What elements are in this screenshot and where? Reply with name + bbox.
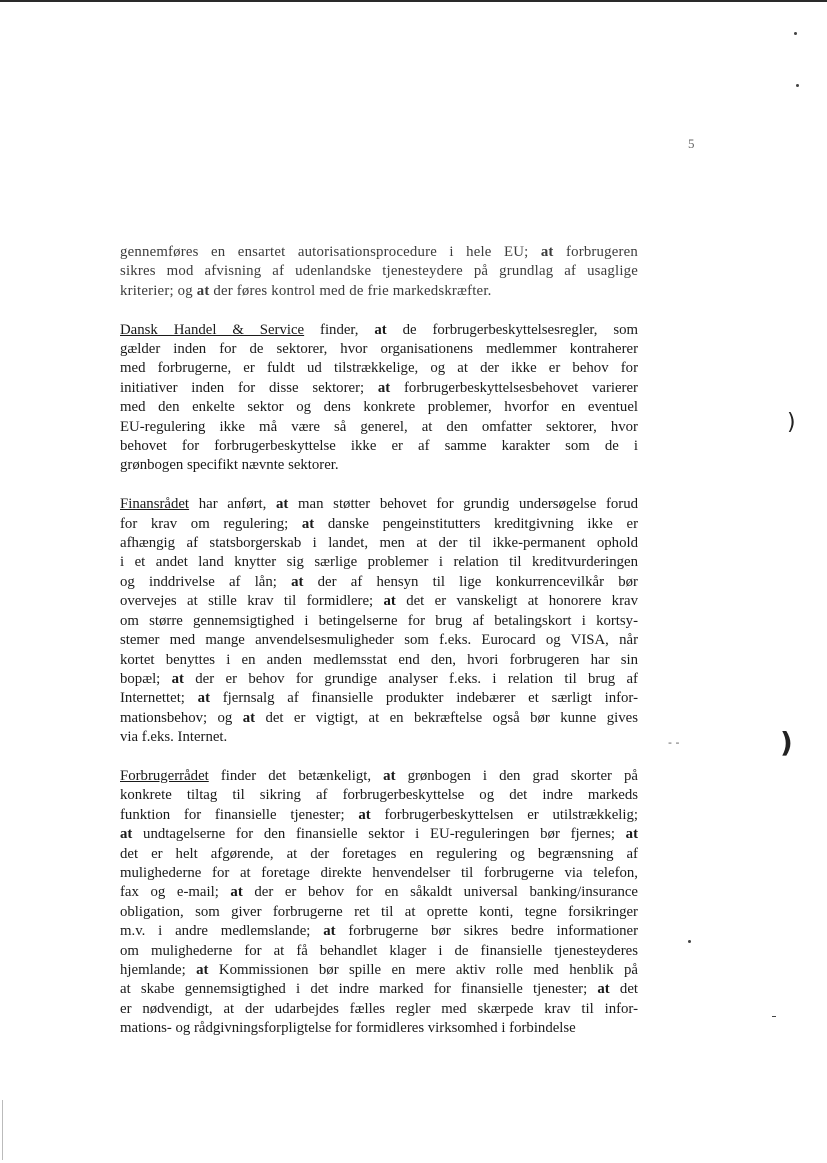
margin-dash-mark: - - [668, 736, 680, 749]
paragraph-forbrugerraadet [120, 767, 638, 1039]
text-line [120, 767, 638, 786]
text-line [120, 243, 638, 262]
text-run: der er behov for grundige analyser f.eks. i relation til brug af [183, 670, 638, 687]
text-run: gælder inden for de sektorer, hvor organisationens medlemmer kontraherer [120, 341, 638, 358]
text-run: konkrete tiltag til sikring af forbrugerbeskyttelse og det indre markeds [120, 787, 638, 804]
text-line [120, 1019, 638, 1038]
emphasis-at: at [597, 981, 610, 998]
emphasis-at: at [377, 379, 391, 396]
text-run: forbrugerbeskyttelsen er utilstrækkelig; [370, 806, 638, 823]
text-run: man støtter behovet for grundig undersøgelse forud [288, 496, 638, 513]
text-run: sikres mod afvisning af udenlandske tjenesteydere på grundlag af usaglige [120, 263, 638, 280]
text-line [120, 418, 638, 437]
text-run: funktion for finansielle tjenester; [120, 806, 359, 823]
text-line [120, 282, 638, 301]
text-run: kortet benyttes i en anden medlemsstat end den, hvori forbrugeren har sin [120, 651, 638, 668]
text-line [120, 515, 638, 534]
text-run: forbrugeren [553, 244, 639, 260]
text-run: med forbrugerne, er fuldt ud tilstrækkelige, og at der ikke er behov for [120, 360, 638, 377]
scan-edge-shadow [2, 1100, 3, 1160]
text-run: mationsbehov; og [120, 709, 243, 726]
organization-name: Finansrådet [120, 496, 190, 513]
emphasis-at: at [242, 709, 256, 726]
text-line [120, 573, 638, 592]
text-run: de forbrugerbeskyttelsesregler, som [386, 321, 638, 338]
scan-speck [772, 1016, 776, 1017]
text-line [120, 709, 638, 728]
emphasis-at: at [301, 515, 315, 532]
text-run: bopæl; [120, 670, 172, 687]
text-run: finder, [304, 321, 375, 338]
text-line [120, 612, 638, 631]
emphasis-at: at [230, 884, 243, 901]
emphasis-at: at [196, 282, 210, 299]
text-run: grønbogen specifikt nævnte sektorer. [120, 457, 339, 474]
text-run: hjemlande; [120, 961, 197, 978]
text-run: obligation, som giver forbrugerne ret til at oprette konti, tegne forsikringer [120, 903, 638, 920]
text-line [120, 825, 638, 844]
text-run: gennemføres en ensartet autorisationsprocedure i hele EU; [120, 244, 541, 260]
emphasis-at: at [120, 826, 133, 843]
text-line [120, 553, 638, 572]
scan-speck [688, 940, 691, 943]
text-line [120, 456, 638, 475]
text-run: initiativer inden for disse sektorer; [120, 379, 378, 396]
text-line [120, 321, 638, 340]
emphasis-at: at [383, 767, 396, 784]
scan-speck [796, 84, 799, 87]
text-run: og inddrivelse af lån; [120, 573, 292, 590]
text-run: for krav om regulering; [120, 515, 302, 532]
text-line [120, 631, 638, 650]
text-line [120, 340, 638, 359]
text-run: Internettet; [120, 690, 198, 707]
text-run: fjernsalg af finansielle produkter indebærer et særligt infor- [210, 690, 638, 707]
text-run: Kommissionen bør spille en mere aktiv rolle med henblik på [208, 961, 638, 978]
text-run: i et andet land knytter sig særlige problemer i relation til kreditvurderingen [120, 554, 638, 571]
text-run: undtagelserne for den finansielle sektor i EU-reguleringen bør fjernes; [132, 826, 626, 843]
emphasis-at: at [374, 321, 387, 338]
text-run: om mulighederne for at få behandlet klager i de finansielle tjenesteyderes [120, 942, 638, 959]
text-line [120, 728, 638, 747]
text-run: m.v. i andre medlemslande; [120, 923, 324, 940]
text-run: der føres kontrol med de frie markedskræfter. [209, 282, 492, 299]
text-line [120, 359, 638, 378]
emphasis-at: at [276, 496, 289, 513]
emphasis-at: at [196, 961, 209, 978]
text-run: kriterier; og [120, 282, 197, 299]
text-line [120, 1000, 638, 1019]
text-line [120, 689, 638, 708]
emphasis-at: at [383, 593, 396, 610]
text-run: er nødvendigt, at der udarbejdes fælles regler med skærpede krav til infor- [120, 1000, 638, 1017]
text-run: der af hensyn til lige konkurrencevilkår bør [303, 573, 638, 590]
paragraph-finansraadet [120, 495, 638, 747]
organization-name: Dansk Handel & Service [120, 321, 305, 338]
text-run: EU-regulering ikke må være så generel, at den omfatter sektorer, hvor [120, 418, 638, 435]
paragraph-intro [120, 243, 638, 301]
text-line [120, 845, 638, 864]
text-line [120, 534, 638, 553]
text-run: afhængig af statsborgerskab i landet, men at der til ikke-permanent ophold [120, 535, 638, 552]
emphasis-at: at [197, 690, 210, 707]
text-line [120, 806, 638, 825]
emphasis-at: at [291, 573, 304, 590]
emphasis-at: at [323, 923, 336, 940]
text-line [120, 262, 638, 281]
text-run: stemer med mange anvendelsesmuligheder som f.eks. Eurocard og VISA, når [120, 632, 638, 649]
text-line [120, 864, 638, 883]
text-run: der er behov for en såkaldt universal banking/insurance [242, 884, 638, 901]
text-line [120, 922, 638, 941]
text-run: mations- og rådgivningsforpligtelse for formidleres virksomhed i forbindelse [120, 1020, 576, 1037]
organization-name: Forbrugerrådet [120, 767, 209, 784]
text-line [120, 437, 638, 456]
text-run: behovet for forbrugerbeskyttelse ikke er af samme karakter som de i [120, 438, 638, 455]
text-run: det er vigtigt, at en bekræftelse også bør kunne gives [255, 709, 638, 726]
text-run: fax og e-mail; [120, 884, 231, 901]
text-line [120, 379, 638, 398]
text-line [120, 398, 638, 417]
scan-speck [794, 32, 797, 35]
page-number: 5 [688, 136, 695, 151]
text-line [120, 495, 638, 514]
paragraph-dansk-handel [120, 321, 638, 476]
text-run: det er vanskeligt at honorere krav [395, 593, 638, 610]
document-body [120, 243, 638, 1058]
text-run: det er helt afgørende, at der foretages en regulering og begrænsning af [120, 845, 638, 862]
text-line [120, 942, 638, 961]
text-line [120, 980, 638, 999]
text-run: danske pengeinstitutters kreditgivning ikke er [314, 515, 638, 532]
text-line [120, 883, 638, 902]
text-line [120, 786, 638, 805]
text-line [120, 903, 638, 922]
text-run: det [609, 981, 638, 998]
text-run: med den enkelte sektor og dens konkrete problemer, hvorfor en eventuel [120, 399, 638, 416]
text-run: om større gennemsigtighed i betingelserne for brug af betalingskort i kortsy- [120, 612, 638, 629]
text-run: overvejes at stille krav til formidlere; [120, 593, 384, 610]
emphasis-at: at [171, 670, 184, 687]
emphasis-at: at [358, 806, 371, 823]
text-run: via f.eks. Internet. [120, 729, 228, 746]
text-run: at skabe gennemsigtighed i det indre marked for finansielle tjenester; [120, 981, 598, 998]
margin-parenthesis-mark: ) [780, 726, 793, 759]
text-line [120, 670, 638, 689]
emphasis-at: at [625, 826, 638, 843]
page-top-border [0, 0, 827, 2]
emphasis-at: at [540, 244, 554, 260]
text-run: grønbogen i den grad skorter på [395, 767, 638, 784]
text-run: forbrugerne bør sikres bedre informationer [335, 923, 638, 940]
text-line [120, 651, 638, 670]
text-run: finder det betænkeligt, [208, 767, 384, 784]
text-run: mulighederne for at foretage direkte henvendelser til forbrugerne via telefon, [120, 864, 638, 881]
margin-parenthesis-mark: ) [787, 410, 796, 435]
text-line [120, 961, 638, 980]
text-line [120, 592, 638, 611]
text-run: forbrugerbeskyttelsesbehovet varierer [390, 379, 638, 396]
text-run: har anført, [189, 496, 277, 513]
